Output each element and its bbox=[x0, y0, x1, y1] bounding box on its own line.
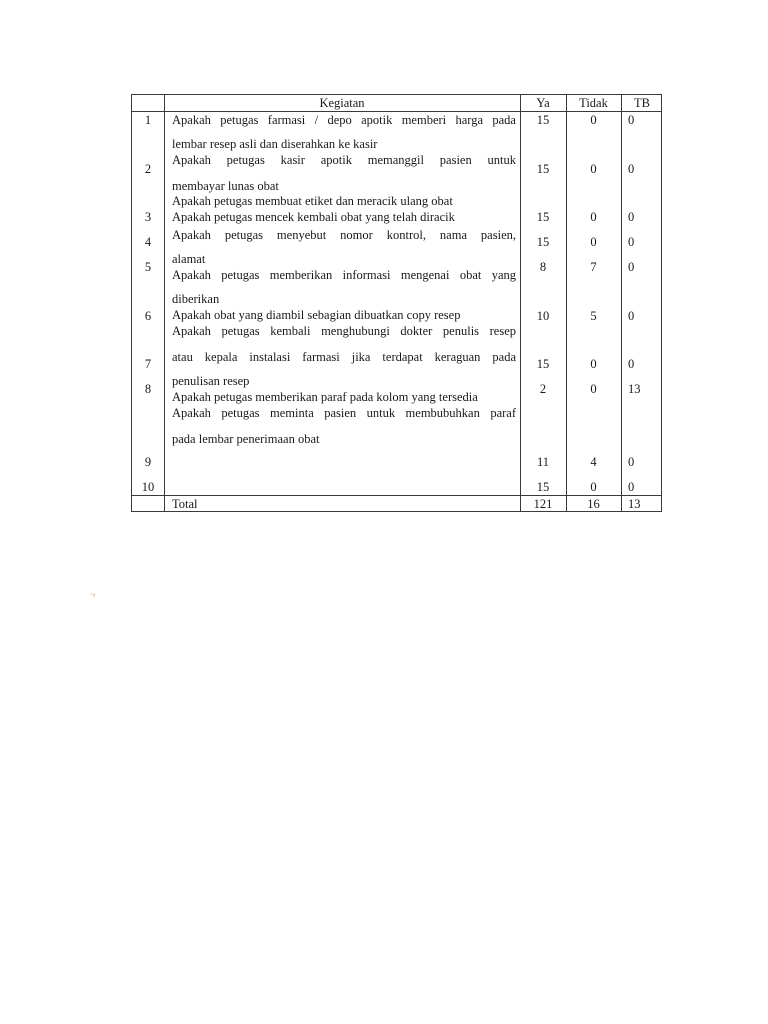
activity-text: Apakah petugas membuat etiket dan meracik ulang obat bbox=[172, 194, 453, 208]
activity-text: Apakah petugas memberikan informasi mengenai obat yang bbox=[172, 268, 516, 282]
row-number: 8 bbox=[144, 382, 152, 396]
tb-value: 0 bbox=[628, 455, 635, 469]
activity-text: lembar resep asli dan diserahkan ke kasir bbox=[172, 137, 378, 151]
tb-value: 0 bbox=[628, 480, 635, 494]
column-divider bbox=[164, 95, 165, 511]
activity-text: atau kepala instalasi farmasi jika terdapat keraguan pada bbox=[172, 350, 516, 364]
tidak-value: 7 bbox=[590, 260, 597, 274]
activity-text: pada lembar penerimaan obat bbox=[172, 432, 320, 446]
tb-value: 0 bbox=[628, 235, 635, 249]
column-divider bbox=[621, 95, 622, 511]
activity-text: Apakah petugas kembali menghubungi dokter penulis resep bbox=[172, 324, 516, 338]
tidak-value: 0 bbox=[590, 357, 597, 371]
row-number: 1 bbox=[144, 113, 152, 127]
total-divider bbox=[132, 495, 661, 496]
tidak-value: 5 bbox=[590, 309, 597, 323]
total-label: Total bbox=[172, 497, 198, 511]
activity-text: Apakah petugas meminta pasien untuk membubuhkan paraf bbox=[172, 406, 516, 420]
row-number: 4 bbox=[144, 235, 152, 249]
total-ya: 121 bbox=[533, 497, 553, 511]
ya-value: 8 bbox=[539, 260, 547, 274]
tb-value: 0 bbox=[628, 357, 635, 371]
activity-text: Apakah obat yang diambil sebagian dibuatkan copy resep bbox=[172, 308, 461, 322]
row-number: 7 bbox=[144, 357, 152, 371]
activity-text: Apakah petugas kasir apotik memanggil pasien untuk bbox=[172, 153, 516, 167]
stray-mark: ·› bbox=[90, 590, 96, 599]
ya-value: 15 bbox=[536, 162, 550, 176]
row-number: 6 bbox=[144, 309, 152, 323]
ya-value: 15 bbox=[536, 113, 550, 127]
activity-text: penulisan resep bbox=[172, 374, 250, 388]
column-divider bbox=[566, 95, 567, 511]
total-tidak: 16 bbox=[587, 497, 600, 511]
activity-text: Apakah petugas memberikan paraf pada kolom yang tersedia bbox=[172, 390, 478, 404]
activity-text: diberikan bbox=[172, 292, 220, 306]
tb-value: 13 bbox=[628, 382, 641, 396]
activity-text: alamat bbox=[172, 252, 206, 266]
tb-value: 0 bbox=[628, 309, 635, 323]
row-number: 2 bbox=[144, 162, 152, 176]
tidak-value: 0 bbox=[590, 382, 597, 396]
row-number: 9 bbox=[144, 455, 152, 469]
header-divider bbox=[132, 111, 661, 112]
tb-value: 0 bbox=[628, 113, 635, 127]
activity-text: membayar lunas obat bbox=[172, 179, 279, 193]
ya-value: 2 bbox=[539, 382, 547, 396]
row-number: 10 bbox=[141, 480, 155, 494]
header-tb: TB bbox=[634, 96, 650, 110]
column-divider bbox=[520, 95, 521, 511]
tidak-value: 0 bbox=[590, 162, 597, 176]
header-tidak: Tidak bbox=[579, 96, 608, 110]
row-number: 5 bbox=[144, 260, 152, 274]
ya-value: 15 bbox=[536, 235, 550, 249]
ya-value: 10 bbox=[536, 309, 550, 323]
ya-value: 15 bbox=[536, 210, 550, 224]
row-number: 3 bbox=[144, 210, 152, 224]
header-ya: Ya bbox=[536, 96, 550, 110]
activity-text: Apakah petugas farmasi / depo apotik memberi harga pada bbox=[172, 113, 516, 127]
activity-text: Apakah petugas mencek kembali obat yang telah diracik bbox=[172, 210, 455, 224]
tidak-value: 0 bbox=[590, 235, 597, 249]
tidak-value: 0 bbox=[590, 113, 597, 127]
activity-text: Apakah petugas menyebut nomor kontrol, nama pasien, bbox=[172, 228, 516, 242]
tb-value: 0 bbox=[628, 210, 635, 224]
ya-value: 15 bbox=[536, 357, 550, 371]
tb-value: 0 bbox=[628, 162, 635, 176]
tidak-value: 0 bbox=[590, 210, 597, 224]
total-tb: 13 bbox=[628, 497, 641, 511]
ya-value: 11 bbox=[536, 455, 550, 469]
tidak-value: 0 bbox=[590, 480, 597, 494]
tidak-value: 4 bbox=[590, 455, 597, 469]
ya-value: 15 bbox=[536, 480, 550, 494]
tb-value: 0 bbox=[628, 260, 635, 274]
header-kegiatan: Kegiatan bbox=[319, 96, 365, 110]
survey-table bbox=[131, 94, 662, 512]
